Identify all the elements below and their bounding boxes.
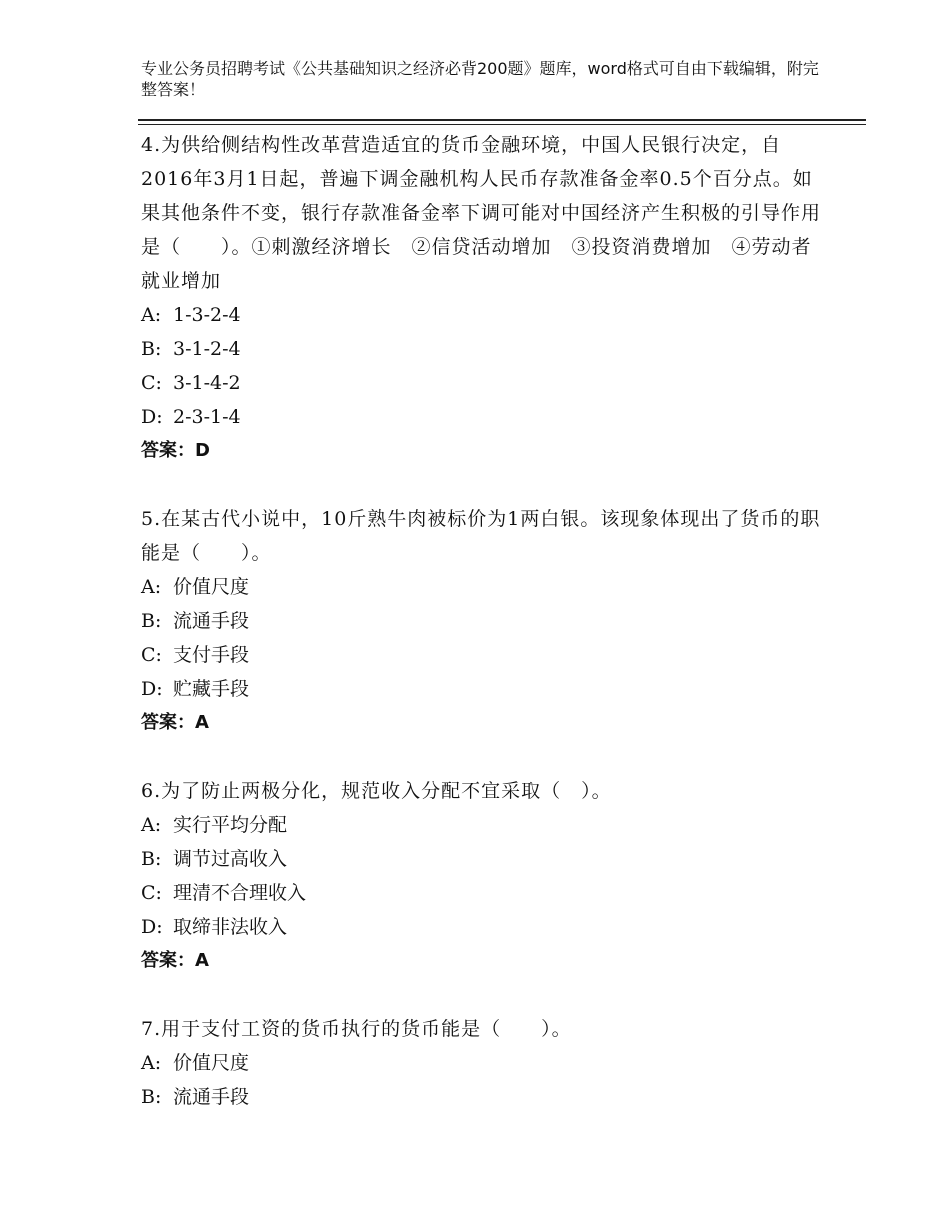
option-a <box>141 298 821 332</box>
question-7 <box>141 1012 821 1114</box>
option-letter: A: <box>141 576 162 598</box>
answer-line: 答案：A <box>141 950 209 971</box>
option-text: 贮藏手段 <box>173 678 250 700</box>
question-stem: 5.在某古代小说中，10斤熟牛肉被标价为1两白银。该现象体现出了货币的职能是（ ）。 <box>141 508 821 564</box>
option-letter: B: <box>141 338 162 360</box>
header-rule-thin <box>138 124 866 125</box>
option-c <box>141 876 821 910</box>
answer-line: 答案：A <box>141 712 209 733</box>
option-text: 2-3-1-4 <box>173 406 241 428</box>
option-letter: D: <box>141 916 163 938</box>
option-text: 1-3-2-4 <box>173 304 241 326</box>
option-text: 价值尺度 <box>173 1052 250 1074</box>
option-b <box>141 604 821 638</box>
option-b <box>141 1080 821 1114</box>
option-text: 流通手段 <box>173 1086 250 1108</box>
question-4 <box>141 128 821 468</box>
option-text: 价值尺度 <box>173 576 250 598</box>
option-letter: D: <box>141 406 163 428</box>
option-text: 理清不合理收入 <box>173 882 307 904</box>
option-letter: C: <box>141 644 162 666</box>
option-text: 支付手段 <box>173 644 250 666</box>
header-rule-thick <box>138 119 866 121</box>
question-6 <box>141 774 821 978</box>
option-letter: C: <box>141 882 162 904</box>
option-letter: B: <box>141 1086 162 1108</box>
option-b <box>141 842 821 876</box>
option-text: 3-1-4-2 <box>173 372 241 394</box>
option-letter: B: <box>141 610 162 632</box>
option-text: 3-1-2-4 <box>173 338 241 360</box>
option-letter: A: <box>141 814 162 836</box>
option-d <box>141 672 821 706</box>
option-a <box>141 808 821 842</box>
answer-line: 答案：D <box>141 440 210 461</box>
option-text: 实行平均分配 <box>173 814 288 836</box>
question-list <box>141 128 821 1148</box>
option-letter: B: <box>141 848 162 870</box>
option-c <box>141 366 821 400</box>
option-a <box>141 570 821 604</box>
question-5 <box>141 502 821 740</box>
option-text: 流通手段 <box>173 610 250 632</box>
question-stem: 6.为了防止两极分化，规范收入分配不宜采取（ ）。 <box>141 780 612 802</box>
option-d <box>141 910 821 944</box>
option-letter: C: <box>141 372 162 394</box>
document-header: 专业公务员招聘考试《公共基础知识之经济必背200题》题库，word格式可自由下载编辑，附完整答案！ <box>141 59 819 99</box>
question-stem: 4.为供给侧结构性改革营造适宜的货币金融环境，中国人民银行决定，自2016年3月1日起，普遍下调金融机构人民币存款准备金率0.5个百分点。如果其他条件不变，银行存款准备金率下调可能对中国经济产生积极的引导作用是（ ）。①刺激经济增长 ②信贷活动增加 ③投资消费增加 ④劳动者就业增加 <box>141 134 822 292</box>
option-c <box>141 638 821 672</box>
question-stem: 7.用于支付工资的货币执行的货币能是（ ）。 <box>141 1018 572 1040</box>
option-text: 调节过高收入 <box>173 848 288 870</box>
option-d <box>141 400 821 434</box>
option-a <box>141 1046 821 1080</box>
option-text: 取缔非法收入 <box>173 916 288 938</box>
option-b <box>141 332 821 366</box>
option-letter: A: <box>141 1052 162 1074</box>
option-letter: A: <box>141 304 162 326</box>
option-letter: D: <box>141 678 163 700</box>
